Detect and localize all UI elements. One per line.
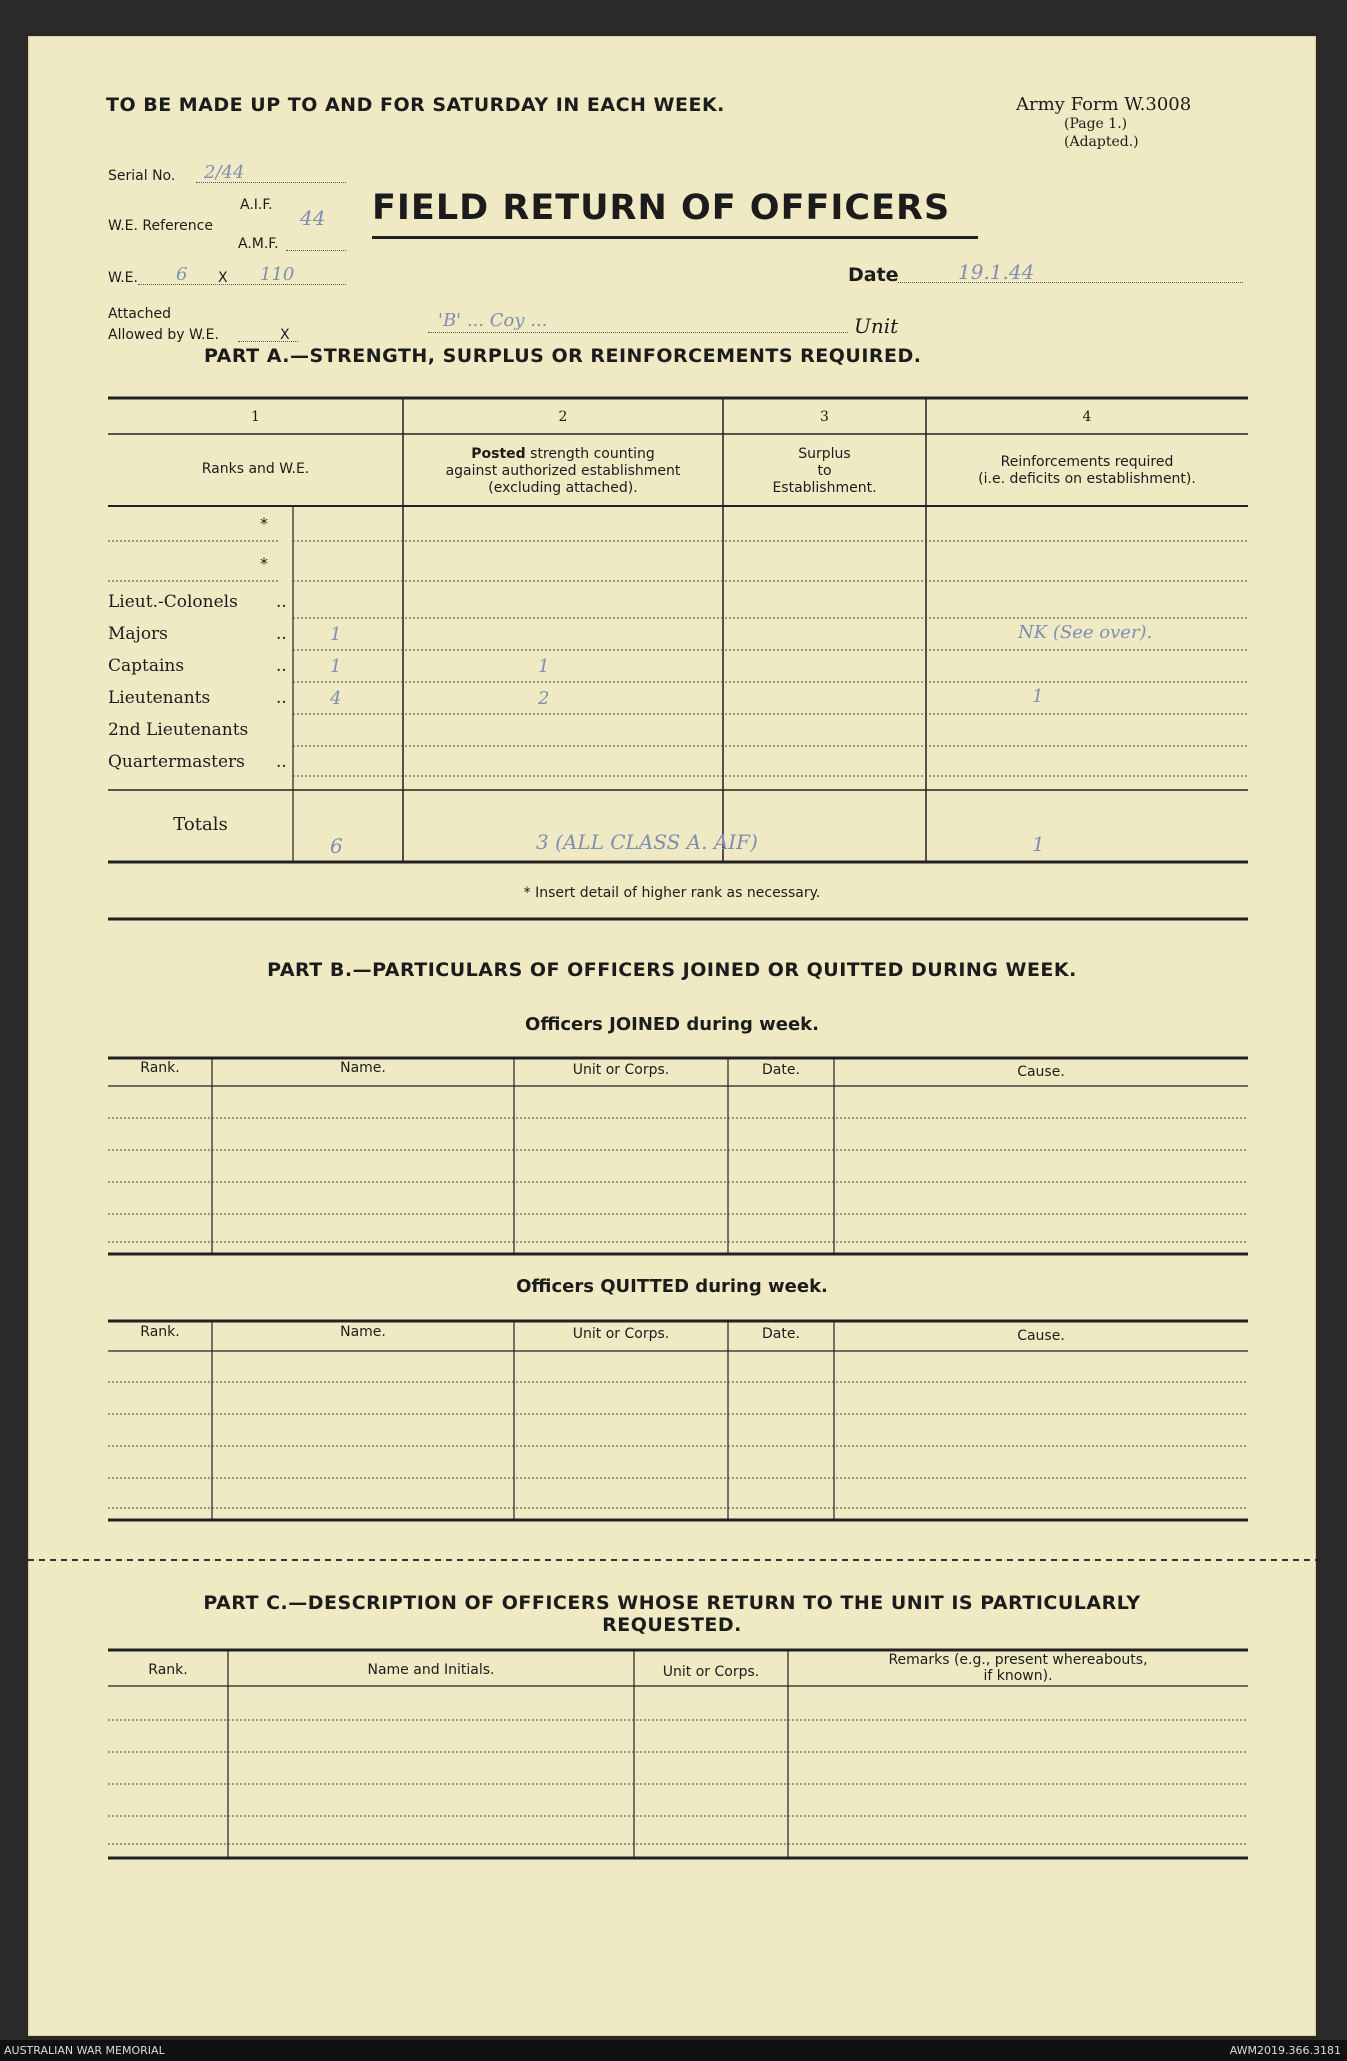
- reinforcements-header: [926, 454, 1248, 488]
- quitted-col-rank: Rank.: [140, 1324, 180, 1340]
- partc-remarks-1: Remarks (e.g., present whereabouts,: [888, 1652, 1148, 1668]
- joined-col-date: Date.: [762, 1062, 800, 1078]
- posted-header-line2: against authorized establishment: [445, 463, 681, 479]
- posted-header-bold: Posted: [471, 446, 526, 462]
- joined-col-rank: Rank.: [140, 1060, 180, 1076]
- totals-we-value: 6: [330, 834, 343, 858]
- partc-col-name: Name and Initials.: [367, 1662, 495, 1678]
- quitted-col-unit: Unit or Corps.: [572, 1326, 670, 1342]
- reinforcements-header-1: Reinforcements required: [1000, 454, 1174, 470]
- archive-footer: [0, 2040, 1347, 2061]
- joined-col-unit: Unit or Corps.: [572, 1062, 670, 1078]
- quitted-title: Officers QUITTED during week.: [516, 1276, 828, 1297]
- unit-label: Unit: [854, 314, 899, 338]
- captains-posted-value: 1: [538, 656, 550, 677]
- col-number-1: 1: [251, 409, 260, 425]
- quitted-col-date: Date.: [762, 1326, 800, 1342]
- instruction-line: TO BE MADE UP TO AND FOR SATURDAY IN EACH WEEK.: [106, 94, 725, 116]
- rank-row-majors: [108, 624, 288, 644]
- posted-header: [403, 446, 723, 497]
- allowed-label: Allowed by W.E.: [108, 327, 219, 343]
- lieutenants-we-value: 4: [330, 688, 342, 709]
- partc-col-unit: Unit or Corps.: [662, 1664, 760, 1680]
- we-x: X: [218, 270, 228, 286]
- part-b-title: PART B.—PARTICULARS OF OFFICERS JOINED OR QUITTED DURING WEEK.: [267, 959, 1077, 981]
- amf-label: A.M.F.: [238, 236, 279, 252]
- rank-row-lieutenants: [108, 688, 288, 708]
- attached-label: Attached: [108, 306, 171, 322]
- aif-label: A.I.F.: [240, 197, 273, 213]
- totals-reinf-value: 1: [1032, 832, 1045, 856]
- lieutenants-reinf-value: 1: [1032, 686, 1044, 707]
- col-number-2: 2: [558, 409, 568, 425]
- rank-dots: ..: [276, 752, 287, 772]
- quitted-col-name: Name.: [340, 1324, 386, 1340]
- part-a-title: PART A.—STRENGTH, SURPLUS OR REINFORCEMENTS REQUIRED.: [204, 345, 922, 367]
- joined-title: Officers JOINED during week.: [525, 1014, 819, 1035]
- unit-value: 'B' ... Coy ...: [438, 310, 548, 331]
- rank-label: Lieut.-Colonels: [108, 592, 238, 612]
- joined-col-cause: Cause.: [1017, 1064, 1065, 1080]
- we-value-1: 6: [176, 264, 188, 285]
- form-rulings: [28, 36, 1316, 2036]
- we-reference-value: 44: [300, 206, 326, 230]
- lieutenants-posted-value: 2: [538, 688, 550, 709]
- rank-dots: ..: [276, 624, 287, 644]
- we-label: W.E.: [108, 270, 138, 286]
- posted-header-line3: (excluding attached).: [488, 480, 638, 496]
- rank-dots: ..: [276, 656, 287, 676]
- totals-label: Totals: [173, 814, 228, 835]
- rank-dots: ..: [276, 592, 287, 612]
- rank-label: Captains: [108, 656, 185, 676]
- joined-col-name: Name.: [340, 1060, 386, 1076]
- we-reference-label: W.E. Reference: [108, 218, 213, 234]
- part-c-title-line1: PART C.—DESCRIPTION OF OFFICERS WHOSE RETURN TO THE UNIT IS PARTICULARLY: [203, 1592, 1141, 1614]
- form-id: Army Form W.3008: [1016, 94, 1192, 115]
- part-c-title-line2: REQUESTED.: [602, 1614, 742, 1636]
- rank-label: Majors: [108, 624, 168, 644]
- star-marker-2: *: [260, 554, 268, 573]
- rank-label: 2nd Lieutenants: [108, 720, 249, 740]
- captains-we-value: 1: [330, 656, 342, 677]
- surplus-header-1: Surplus: [798, 446, 851, 462]
- quitted-col-cause: Cause.: [1017, 1328, 1065, 1344]
- date-value: 19.1.44: [958, 260, 1035, 284]
- totals-posted-value: 3 (ALL CLASS A. AIF): [536, 830, 758, 854]
- footer-right: AWM2019.366.3181: [1229, 2044, 1341, 2057]
- rank-row-captains: [108, 656, 288, 676]
- partc-col-remarks: [788, 1652, 1248, 1684]
- partc-remarks-2: if known).: [983, 1668, 1053, 1684]
- we-value-2: 110: [260, 264, 295, 285]
- majors-we-value: 1: [330, 624, 342, 645]
- surplus-header: [723, 446, 926, 497]
- rank-row-quartermasters: [108, 752, 288, 772]
- page-title: FIELD RETURN OF OFFICERS: [372, 188, 951, 228]
- part-a-footnote: * Insert detail of higher rank as necessary.: [523, 885, 821, 901]
- adapted-note: (Adapted.): [1064, 134, 1139, 150]
- posted-header-rest: strength counting: [525, 446, 655, 462]
- star-marker-1: *: [260, 514, 268, 533]
- date-label: Date: [848, 264, 899, 286]
- rank-dots: ..: [276, 688, 287, 708]
- col-number-3: 3: [820, 409, 829, 425]
- rank-row-2nd-lieutenants: [108, 720, 288, 740]
- footer-left: AUSTRALIAN WAR MEMORIAL: [4, 2044, 165, 2057]
- rank-label: Quartermasters: [108, 752, 245, 772]
- col-number-4: 4: [1082, 409, 1092, 425]
- partc-col-rank: Rank.: [148, 1662, 188, 1678]
- allowed-x: X: [280, 327, 290, 343]
- surplus-header-3: Establishment.: [772, 480, 877, 496]
- surplus-header-2: to: [817, 463, 832, 479]
- serial-value: 2/44: [204, 162, 245, 183]
- part-c-title: [28, 1592, 1316, 1636]
- reinforcements-header-2: (i.e. deficits on establishment).: [978, 471, 1196, 487]
- ranks-header: Ranks and W.E.: [201, 461, 310, 477]
- rank-label: Lieutenants: [108, 688, 211, 708]
- rank-row-lieut-colonels: [108, 592, 288, 612]
- form-paper: [28, 36, 1316, 2036]
- majors-reinf-value: NK (See over).: [1018, 622, 1153, 643]
- serial-label: Serial No.: [108, 168, 176, 184]
- page-note: (Page 1.): [1064, 116, 1128, 132]
